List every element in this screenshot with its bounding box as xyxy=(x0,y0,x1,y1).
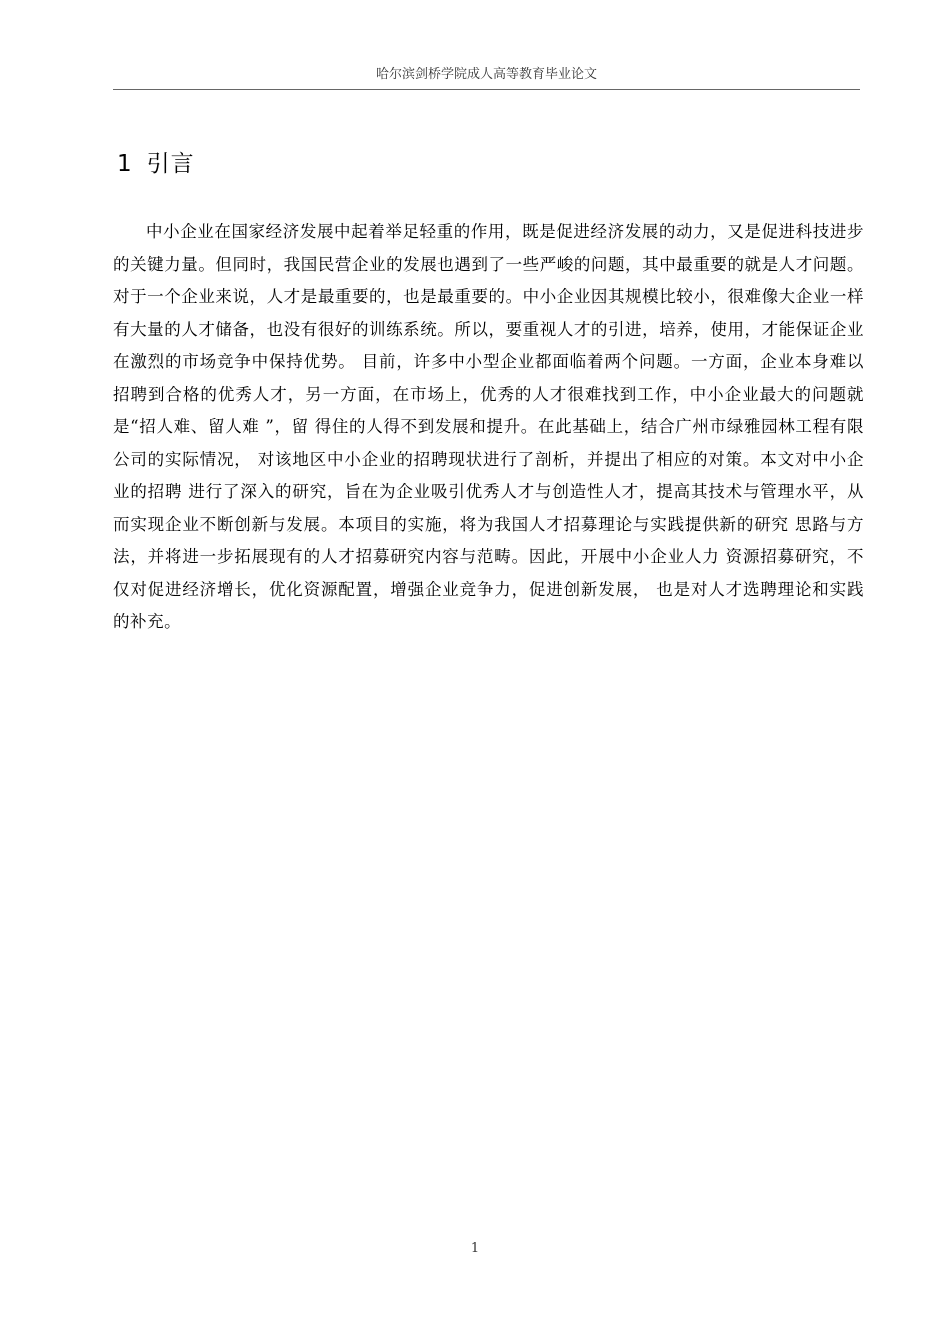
section-number: 1 xyxy=(117,151,133,177)
section-title-text: 引言 xyxy=(146,151,195,177)
intro-paragraph: 中小企业在国家经济发展中起着举足轻重的作用，既是促进经济发展的动力，又是促进科技进步的关键力量。但同时，我国民营企业的发展也遇到了一些严峻的问题，其中最重要的就是人才问题。对于一个企业来说，人才是最重要的，也是最重要的。中小企业因其规模比较小，很难像大企业一样有大量的人才储备，也没有很好的训练系统。所以，要重视人才的引进，培养，使用，才能保证企业在激烈的市场竞争中保持优势。 目前，许多中小型企业都面临着两个问题。一方面，企业本身难以招聘到合格的优秀人才，另一方面，在市场上，优秀的人才很难找到工作，中小企业最大的问题就是“招人难、留人难 ”，留 得住的人得不到发展和提升。在此基础上，结合广州市绿雅园林工程有限公司的实际情况， 对该地区中小企业的招聘现状进行了剖析，并提出了相应的对策。本文对中小企业的招聘 进行了深入的研究，旨在为企业吸引优秀人才与创造性人才，提高其技术与管理水平，从 而实现企业不断创新与发展。本项目的实施，将为我国人才招募理论与实践提供新的研究 思路与方法，并将进一步拓展现有的人才招募研究内容与范畴。因此，开展中小企业人力 资源招募研究，不仅对促进经济增长，优化资源配置，增强企业竞争力，促进创新发展， 也是对人才选聘理论和实践的补充。 xyxy=(113,222,870,631)
section-heading xyxy=(117,148,195,180)
header-divider xyxy=(113,89,860,90)
page-number: 1 xyxy=(470,1241,480,1256)
running-header: 哈尔滨剑桥学院成人高等教育毕业论文 xyxy=(375,67,597,82)
